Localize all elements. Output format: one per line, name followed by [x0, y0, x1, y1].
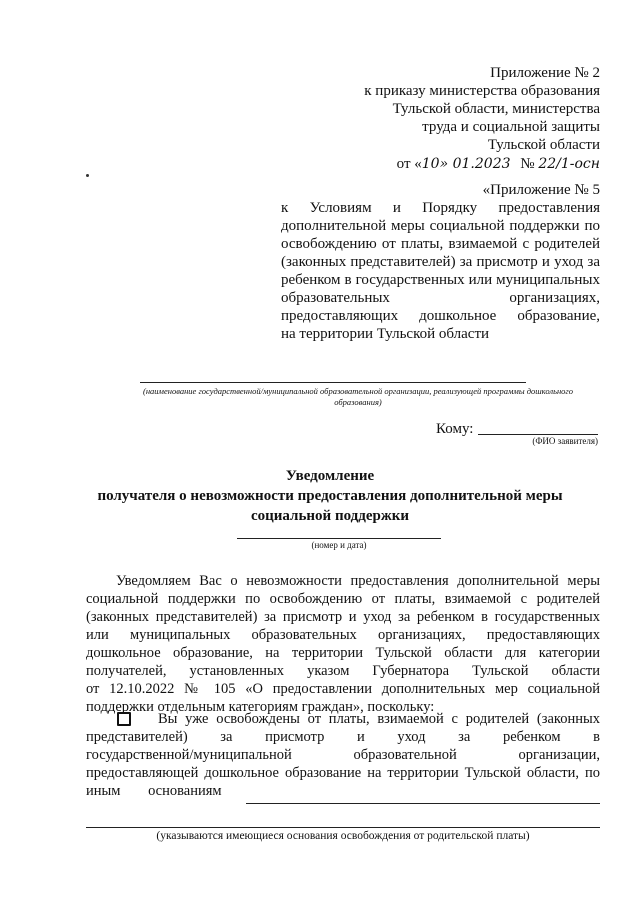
date-day: 10: [421, 156, 440, 172]
option-line: предоставляющей дошкольное образование на территории Тульской области, по: [86, 765, 600, 781]
appendix-line: ребенком в государственных или муниципальных: [281, 272, 600, 288]
header-line: Тульской области: [487, 137, 600, 153]
body-line: социальной поддержки по освобождению от платы, взимаемой с родителей: [86, 591, 600, 607]
option-last-line: иным основаниям: [86, 783, 222, 799]
appendix-line: на территории Тульской области: [281, 326, 490, 342]
stray-dot: [86, 174, 89, 177]
number-prefix: №: [520, 156, 535, 172]
header-line: Приложение № 2: [490, 65, 600, 81]
body-line: от 12.10.2022 № 105 «О предоставлении дополнительных мер социальной: [86, 681, 600, 697]
appendix-line: (законных представителей) за присмотр и уход за: [281, 254, 600, 270]
option-block: [86, 710, 600, 800]
grounds-line-1: [246, 803, 600, 804]
body-line: Уведомляем Вас о невозможности предоставления дополнительной меры: [116, 573, 600, 589]
org-name-line: [140, 382, 526, 383]
footer-caption: (указываются имеющиеся основания освобождения от родительской платы): [156, 830, 530, 842]
body-line: получателей, установленных указом Губернатора Тульской области: [86, 663, 600, 679]
header-date-line: [300, 155, 600, 173]
doc-title: [60, 467, 600, 525]
to-caption: (ФИО заявителя): [532, 436, 598, 446]
date-prefix: от «: [396, 156, 422, 172]
number-caption: (номер и дата): [311, 540, 367, 550]
option-line: представителей) за присмотр и уход за ребенком в: [86, 729, 600, 745]
appendix-line: освобождению от платы, взимаемой с родителей: [281, 236, 600, 252]
body-line: (законных представителей) за присмотр и уход за ребенком в государственных: [86, 609, 600, 625]
to-label: Кому:: [436, 421, 474, 437]
appendix-title: «Приложение № 5: [482, 182, 600, 198]
number-date-line: [237, 538, 441, 539]
header-line: труда и социальной защиты: [422, 119, 600, 135]
title-line-2: получателя о невозможности предоставления дополнительной меры: [97, 488, 563, 504]
number-value: 22/1-осн: [538, 156, 600, 172]
header-line: Тульской области, министерства: [392, 101, 600, 117]
option-line: государственной/муниципальной образовательной организации,: [86, 747, 600, 763]
appendix-line: дополнительной меры социальной поддержки по: [281, 218, 600, 234]
org-caption: (наименование государственной/муниципальной образовательной организации, реализующей программы дошкольного образования): [143, 386, 573, 407]
header-line: к приказу министерства образования: [364, 83, 600, 99]
appendix-line: к Условиям и Порядку предоставления: [281, 200, 600, 216]
title-line-3: социальной поддержки: [250, 508, 409, 524]
appendix-line: предоставляющих дошкольное образование,: [281, 308, 600, 324]
title-line-1: Уведомление: [285, 468, 375, 484]
body-line: поддержки отдельным категориям граждан», поскольку:: [86, 699, 435, 715]
grounds-line-2: [86, 827, 600, 828]
appendix-block: [281, 199, 600, 343]
body-paragraph: [86, 572, 600, 716]
to-name-line: [478, 434, 598, 435]
appendix-line: образовательных организациях,: [281, 290, 600, 306]
option-line: Вы уже освобождены от платы, взимаемой с родителей (законных: [158, 711, 600, 727]
option-last-line-row: [86, 782, 600, 800]
body-line: дошкольное образование, на территории Тульской области для категории: [86, 645, 600, 661]
header-block: [300, 64, 600, 173]
body-line: или муниципальных образовательных организациях, предоставляющих: [86, 627, 600, 643]
date-rest: » 01.2023: [439, 156, 511, 172]
